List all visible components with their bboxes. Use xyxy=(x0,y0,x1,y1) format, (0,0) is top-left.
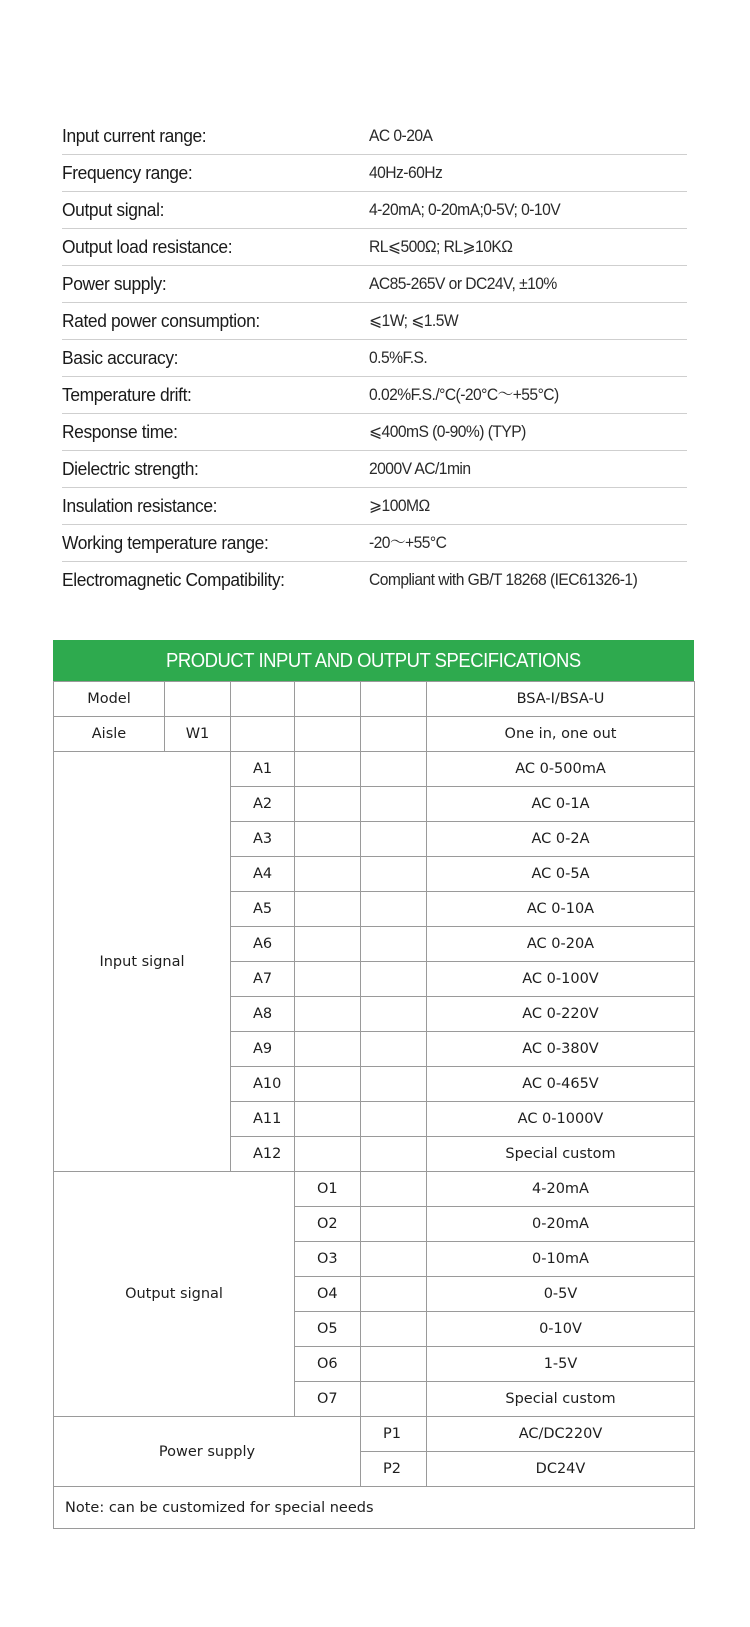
input-code: A6 xyxy=(231,927,295,962)
spec-row xyxy=(62,192,687,229)
spec-row xyxy=(62,562,687,599)
spec-label: Power supply: xyxy=(62,273,167,294)
input-value: AC 0-2A xyxy=(427,822,695,857)
spec-row xyxy=(62,525,687,562)
table-note: Note: can be customized for special needs xyxy=(54,1487,695,1529)
power-supply-label: Power supply xyxy=(54,1417,361,1487)
input-code: A4 xyxy=(231,857,295,892)
aisle-label: Aisle xyxy=(54,717,165,752)
input-value: AC 0-220V xyxy=(427,997,695,1032)
table-row-note xyxy=(54,1487,695,1529)
input-value: AC 0-1000V xyxy=(427,1102,695,1137)
output-value: 0-10V xyxy=(427,1312,695,1347)
spec-row xyxy=(62,340,687,377)
input-code: A3 xyxy=(231,822,295,857)
input-code: A10 xyxy=(231,1067,295,1102)
table-row xyxy=(54,1417,695,1452)
aisle-code: W1 xyxy=(165,717,231,752)
spec-label: Input current range: xyxy=(62,125,207,146)
output-value: 0-20mA xyxy=(427,1207,695,1242)
output-code: O5 xyxy=(295,1312,361,1347)
input-code: A1 xyxy=(231,752,295,787)
spec-value: 40Hz-60Hz xyxy=(369,163,443,182)
spec-value: 2000V AC/1min xyxy=(369,459,471,478)
input-code: A8 xyxy=(231,997,295,1032)
output-value: 0-10mA xyxy=(427,1242,695,1277)
aisle-value: One in, one out xyxy=(427,717,695,752)
power-value: AC/DC220V xyxy=(427,1417,695,1452)
input-code: A7 xyxy=(231,962,295,997)
input-code: A9 xyxy=(231,1032,295,1067)
spec-row xyxy=(62,451,687,488)
spec-label: Working temperature range: xyxy=(62,532,269,553)
spec-row xyxy=(62,155,687,192)
spec-label: Insulation resistance: xyxy=(62,495,218,516)
output-code: O2 xyxy=(295,1207,361,1242)
spec-label: Temperature drift: xyxy=(62,384,192,405)
spec-row xyxy=(62,488,687,525)
io-spec-table xyxy=(53,640,694,1529)
spec-value: ⩾100MΩ xyxy=(369,496,430,515)
input-value: AC 0-1A xyxy=(427,787,695,822)
spec-table xyxy=(53,681,695,1529)
power-value: DC24V xyxy=(427,1452,695,1487)
input-value: Special custom xyxy=(427,1137,695,1172)
output-code: O6 xyxy=(295,1347,361,1382)
spec-list xyxy=(62,118,687,599)
spec-label: Output load resistance: xyxy=(62,236,233,257)
spec-value: 0.02%F.S./°C(-20°C～+55°C) xyxy=(369,385,559,404)
spec-label: Response time: xyxy=(62,421,178,442)
spec-value: 4-20mA; 0-20mA;0-5V; 0-10V xyxy=(369,200,561,219)
model-label: Model xyxy=(54,682,165,717)
spec-value: RL⩽500Ω; RL⩾10KΩ xyxy=(369,237,513,256)
spec-label: Rated power consumption: xyxy=(62,310,260,331)
spec-value: Compliant with GB/T 18268 (IEC61326-1) xyxy=(369,570,638,589)
spec-value: ⩽1W; ⩽1.5W xyxy=(369,311,459,330)
input-value: AC 0-20A xyxy=(427,927,695,962)
spec-row xyxy=(62,229,687,266)
spec-label: Dielectric strength: xyxy=(62,458,199,479)
output-code: O1 xyxy=(295,1172,361,1207)
input-value: AC 0-465V xyxy=(427,1067,695,1102)
output-code: O7 xyxy=(295,1382,361,1417)
table-row-model xyxy=(54,682,695,717)
spec-label: Basic accuracy: xyxy=(62,347,179,368)
input-value: AC 0-500mA xyxy=(427,752,695,787)
input-signal-label: Input signal xyxy=(54,752,231,1172)
spec-value: AC85-265V or DC24V, ±10% xyxy=(369,274,557,293)
input-value: AC 0-100V xyxy=(427,962,695,997)
input-value: AC 0-5A xyxy=(427,857,695,892)
spec-value: 0.5%F.S. xyxy=(369,348,428,367)
output-code: O4 xyxy=(295,1277,361,1312)
input-code: A11 xyxy=(231,1102,295,1137)
table-row xyxy=(54,1172,695,1207)
input-value: AC 0-10A xyxy=(427,892,695,927)
spec-label: Output signal: xyxy=(62,199,165,220)
spec-row xyxy=(62,118,687,155)
power-code: P1 xyxy=(361,1417,427,1452)
output-value: 0-5V xyxy=(427,1277,695,1312)
input-value: AC 0-380V xyxy=(427,1032,695,1067)
spec-label: Frequency range: xyxy=(62,162,193,183)
spec-value: ⩽400mS (0-90%) (TYP) xyxy=(369,422,526,441)
spec-row xyxy=(62,303,687,340)
output-value: 1-5V xyxy=(427,1347,695,1382)
model-value: BSA-I/BSA-U xyxy=(427,682,695,717)
input-code: A12 xyxy=(231,1137,295,1172)
spec-row xyxy=(62,266,687,303)
table-row-aisle xyxy=(54,717,695,752)
spec-label: Electromagnetic Compatibility: xyxy=(62,569,285,590)
input-code: A2 xyxy=(231,787,295,822)
output-value: 4-20mA xyxy=(427,1172,695,1207)
spec-row xyxy=(62,414,687,451)
spec-value: -20～+55°C xyxy=(369,533,447,552)
spec-value: AC 0-20A xyxy=(369,126,433,145)
table-row xyxy=(54,752,695,787)
output-signal-label: Output signal xyxy=(54,1172,295,1417)
input-code: A5 xyxy=(231,892,295,927)
table-title-bar xyxy=(53,640,694,681)
output-code: O3 xyxy=(295,1242,361,1277)
spec-row xyxy=(62,377,687,414)
output-value: Special custom xyxy=(427,1382,695,1417)
table-title: PRODUCT INPUT AND OUTPUT SPECIFICATIONS xyxy=(166,649,581,672)
power-code: P2 xyxy=(361,1452,427,1487)
